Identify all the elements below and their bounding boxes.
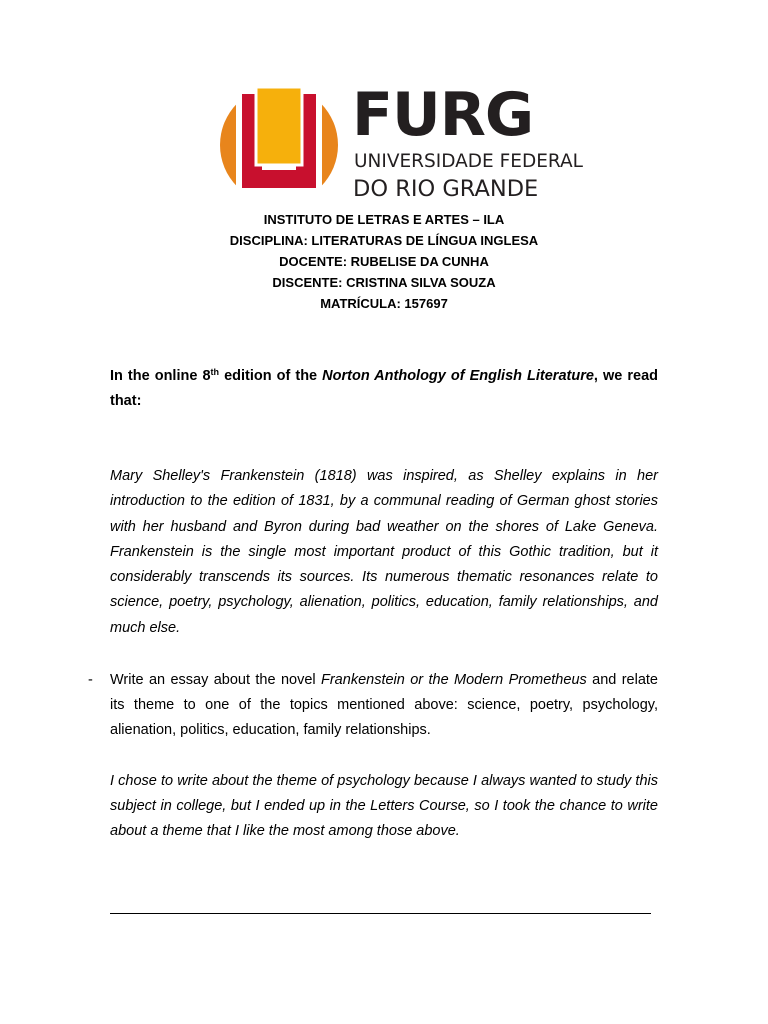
essay-prompt-text xyxy=(110,668,658,743)
anthology-title: Norton Anthology of English Literature xyxy=(322,368,594,384)
prompt-text-before: Write an essay about the novel xyxy=(110,672,321,688)
intro-text-before: In the online 8 xyxy=(110,368,211,384)
intro-superscript: th xyxy=(210,367,220,377)
intro-text-after: , we read that: xyxy=(110,368,659,409)
document-header xyxy=(0,209,768,314)
institute-line: INSTITUTO DE LETRAS E ARTES – ILA xyxy=(263,212,505,227)
novel-title: Frankenstein or the Modern Prometheus xyxy=(321,672,587,688)
logo-university-line: UNIVERSIDADE FEDERAL xyxy=(354,151,583,172)
registration-line: MATRÍCULA: 157697 xyxy=(320,296,448,311)
teacher-line: DOCENTE: RUBELISE DA CUNHA xyxy=(279,254,489,269)
list-bullet: - xyxy=(88,672,93,688)
logo-acronym: FURG xyxy=(352,80,534,150)
university-logo xyxy=(218,80,583,206)
discipline-line: DISCIPLINA: LITERATURAS DE LÍNGUA INGLESA xyxy=(229,233,539,248)
intro-paragraph xyxy=(110,364,658,414)
prompt-text-after: and relate its theme to one of the topics mentioned above: science, poetry, psychology, alienation, politics, education, family relationships. xyxy=(110,672,659,738)
student-line: DISCENTE: CRISTINA SILVA SOUZA xyxy=(272,275,496,290)
quoted-passage: Mary Shelley's Frankenstein (1818) was inspired, as Shelley explains in her introduction to the edition of 1831, by a communal reading of German ghost stories with her husband and Byron during bad weather on the shores of Lake Geneva. Frankenstein is the single most important product of this Gothic tradition, but it considerably transcends its sources. Its numerous thematic resonances relate to science, poetry, psychology, alienation, politics, education, family relationships, and much else. xyxy=(110,468,658,636)
intro-text-middle: edition of the xyxy=(219,368,323,384)
logo-city-line: DO RIO GRANDE xyxy=(353,176,539,202)
answer-paragraph: I chose to write about the theme of psychology because I always wanted to study this subject in college, but I ended up in the Letters Course, so I took the chance to write about a theme that I like the most among those above. xyxy=(110,773,658,839)
furg-emblem-icon xyxy=(218,84,340,206)
horizontal-rule xyxy=(110,913,651,914)
